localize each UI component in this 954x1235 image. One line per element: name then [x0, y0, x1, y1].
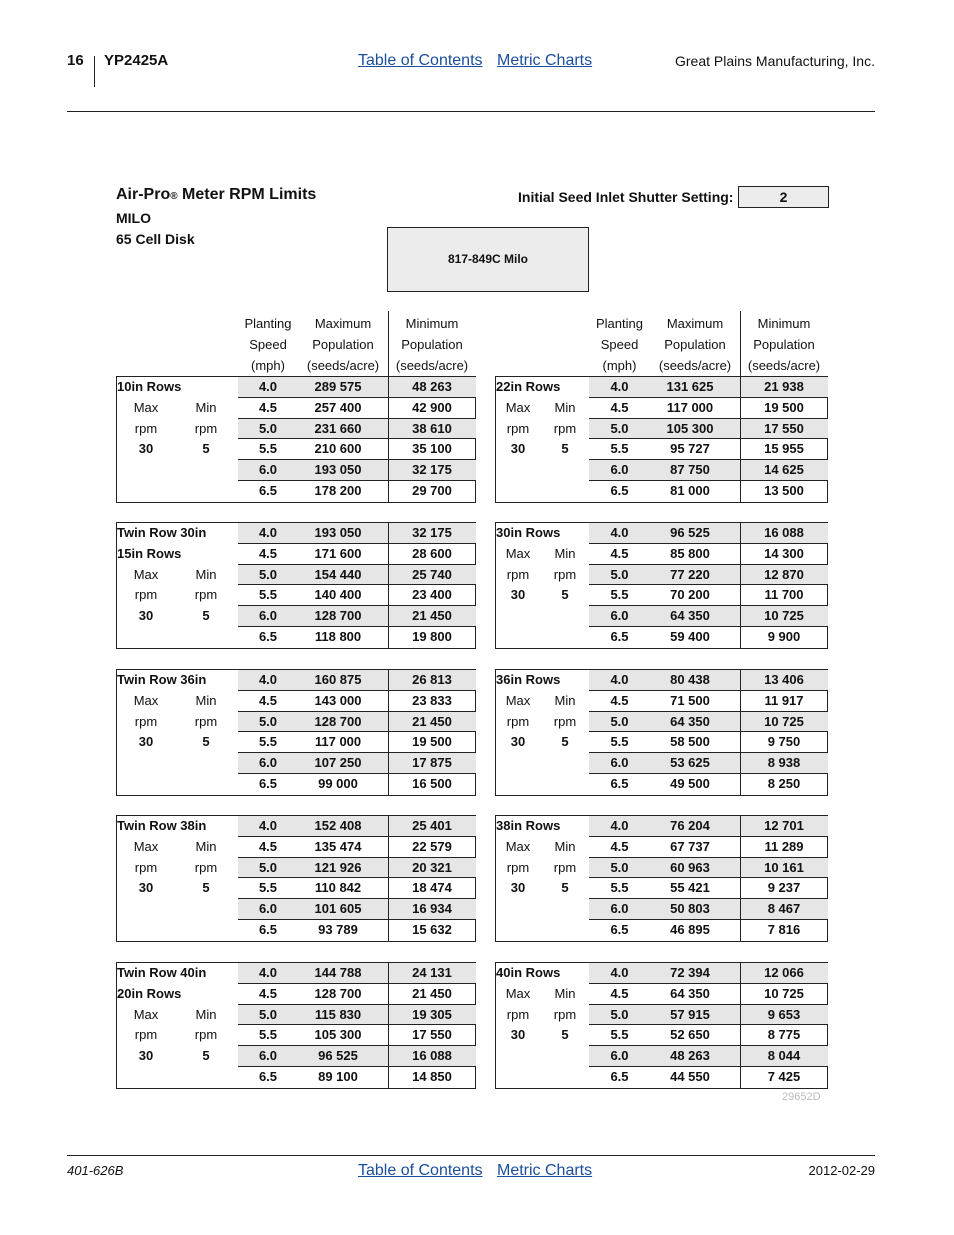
min-population-cell: 14 625 — [764, 462, 804, 478]
max-population-cell: 96 525 — [670, 525, 710, 540]
max-rpm-label: Max — [133, 838, 159, 854]
min-population-cell: 15 955 — [764, 441, 804, 457]
max-population-cell: 193 050 — [314, 525, 362, 540]
row-spacing-label: Twin Row 40in — [117, 965, 207, 980]
min-rpm-value: 5 — [561, 587, 569, 603]
company-name: Great Plains Manufacturing, Inc. — [675, 53, 875, 69]
min-rpm-value: 5 — [202, 880, 210, 896]
planting-speed-cell: 5.0 — [258, 566, 278, 582]
min-population-cell: 10 725 — [764, 713, 804, 729]
column-header-h2-line0: Maximum — [666, 316, 724, 331]
planting-speed-cell: 4.0 — [610, 965, 629, 980]
min-rpm-label: Min — [195, 692, 217, 708]
planting-speed-cell: 6.5 — [258, 1069, 278, 1084]
max-population-cell: 46 895 — [670, 922, 710, 937]
title-brand: Air-Pro — [116, 186, 171, 203]
min-rpm-value: 5 — [561, 441, 569, 457]
min-rpm-value: 5 — [561, 1027, 569, 1043]
column-header-h2-line1: Population — [664, 337, 726, 352]
min-population-cell: 17 550 — [412, 1027, 452, 1043]
max-population-cell: 105 300 — [314, 1027, 362, 1043]
min-population-cell: 9 237 — [767, 880, 801, 896]
planting-speed-cell: 5.5 — [258, 1027, 278, 1043]
min-population-cell: 48 263 — [412, 379, 452, 394]
min-population-cell: 32 175 — [412, 525, 452, 540]
max-population-cell: 160 875 — [314, 672, 362, 687]
min-population-cell: 7 425 — [767, 1069, 801, 1084]
min-rpm-label: rpm — [194, 587, 218, 603]
footer-rule — [67, 1155, 875, 1156]
planting-speed-cell: 4.0 — [258, 672, 278, 687]
max-rpm-label: rpm — [506, 566, 530, 582]
shutter-value: 2 — [738, 186, 829, 208]
column-header-h2-line0: Maximum — [314, 316, 372, 331]
min-population-cell: 12 701 — [764, 818, 804, 833]
max-rpm-value: 30 — [510, 880, 526, 896]
planting-speed-cell: 4.5 — [610, 838, 629, 854]
max-population-cell: 70 200 — [670, 587, 710, 603]
max-rpm-label: Max — [505, 985, 531, 1001]
min-population-cell: 13 406 — [764, 672, 804, 687]
max-rpm-label: rpm — [134, 1027, 158, 1043]
max-rpm-label: Max — [505, 399, 531, 415]
column-header-h1-line1: Speed — [600, 337, 639, 352]
disk-part-box: 817-849C Milo — [387, 227, 589, 292]
planting-speed-cell: 4.0 — [610, 379, 629, 394]
max-population-cell: 115 830 — [314, 1006, 362, 1022]
min-population-cell: 16 088 — [764, 525, 804, 540]
max-population-cell: 55 421 — [670, 880, 710, 896]
min-rpm-label: Min — [554, 985, 576, 1001]
min-rpm-label: rpm — [553, 420, 577, 436]
page-number: 16 — [67, 52, 84, 69]
header-rule — [67, 111, 875, 112]
metric-charts-link[interactable]: Metric Charts — [496, 52, 593, 69]
page-title — [116, 186, 316, 204]
column-header-h3-line2: (seeds/acre) — [395, 358, 469, 373]
max-population-cell: 178 200 — [314, 483, 362, 498]
min-rpm-label: rpm — [194, 713, 218, 729]
max-rpm-value: 30 — [510, 587, 526, 603]
max-population-cell: 64 350 — [670, 713, 710, 729]
planting-speed-cell: 6.5 — [610, 483, 629, 498]
max-population-cell: 140 400 — [314, 587, 362, 603]
figure-id: 29652D — [782, 1091, 821, 1103]
planting-speed-cell: 6.0 — [610, 755, 629, 771]
max-population-cell: 107 250 — [314, 755, 362, 771]
planting-speed-cell: 5.0 — [610, 1006, 629, 1022]
min-rpm-label: Min — [195, 566, 217, 582]
planting-speed-cell: 5.5 — [610, 441, 629, 457]
planting-speed-cell: 5.0 — [610, 420, 629, 436]
max-population-cell: 53 625 — [670, 755, 710, 771]
min-rpm-label: Min — [554, 399, 576, 415]
min-population-cell: 16 934 — [412, 901, 452, 917]
max-rpm-value: 30 — [138, 441, 154, 457]
max-population-cell: 87 750 — [670, 462, 710, 478]
max-population-cell: 101 605 — [314, 901, 362, 917]
max-population-cell: 64 350 — [670, 985, 710, 1001]
max-population-cell: 99 000 — [318, 776, 358, 791]
toc-link[interactable]: Table of Contents — [358, 52, 483, 69]
planting-speed-cell: 4.5 — [610, 399, 629, 415]
planting-speed-cell: 4.5 — [610, 692, 629, 708]
max-population-cell: 128 700 — [314, 985, 362, 1001]
planting-speed-cell: 5.5 — [258, 734, 278, 750]
max-rpm-label: rpm — [134, 420, 158, 436]
min-population-cell: 32 175 — [412, 462, 452, 478]
planting-speed-cell: 4.0 — [258, 965, 278, 980]
row-spacing-label: 22in Rows — [496, 379, 561, 394]
min-population-cell: 16 500 — [412, 776, 452, 791]
planting-speed-cell: 4.5 — [258, 545, 278, 561]
max-population-cell: 144 788 — [314, 965, 362, 980]
model-number: YP2425A — [104, 52, 169, 69]
max-rpm-label: Max — [133, 1006, 159, 1022]
max-population-cell: 81 000 — [670, 483, 710, 498]
max-population-cell: 171 600 — [314, 545, 362, 561]
max-rpm-value: 30 — [138, 880, 154, 896]
min-population-cell: 12 870 — [764, 566, 804, 582]
min-rpm-label: Min — [554, 838, 576, 854]
min-rpm-label: rpm — [194, 859, 218, 875]
max-population-cell: 257 400 — [314, 399, 362, 415]
header-divider-line — [740, 311, 741, 377]
planting-speed-cell: 6.0 — [610, 1048, 629, 1064]
planting-speed-cell: 6.0 — [610, 901, 629, 917]
min-population-cell: 25 401 — [412, 818, 452, 833]
row-spacing-label: 40in Rows — [496, 965, 561, 980]
min-population-cell: 17 550 — [764, 420, 804, 436]
planting-speed-cell: 5.0 — [610, 713, 629, 729]
footer-toc-link[interactable]: Table of Contents — [358, 1162, 483, 1179]
crop-name: MILO — [116, 210, 151, 226]
max-population-cell: 49 500 — [670, 776, 710, 791]
min-population-cell: 16 088 — [412, 1048, 452, 1064]
column-header-h2-line2: (seeds/acre) — [306, 358, 380, 373]
min-population-cell: 8 467 — [767, 901, 801, 917]
min-population-cell: 17 875 — [412, 755, 452, 771]
min-population-cell: 15 632 — [412, 922, 452, 937]
min-population-cell: 19 800 — [412, 629, 452, 644]
min-population-cell: 24 131 — [412, 965, 452, 980]
column-header-h1-line2: (mph) — [602, 358, 637, 373]
min-population-cell: 11 289 — [764, 838, 804, 854]
planting-speed-cell: 4.0 — [610, 818, 629, 833]
min-population-cell: 14 850 — [412, 1069, 452, 1084]
planting-speed-cell: 5.5 — [258, 880, 278, 896]
row-spacing-label: 20in Rows — [117, 985, 182, 1001]
row-spacing-label: 38in Rows — [496, 818, 561, 833]
min-rpm-value: 5 — [202, 1048, 210, 1064]
planting-speed-cell: 6.0 — [258, 901, 278, 917]
min-population-cell: 10 725 — [764, 608, 804, 624]
planting-speed-cell: 5.0 — [258, 1006, 278, 1022]
document-date: 2012-02-29 — [808, 1163, 875, 1178]
min-population-cell: 28 600 — [412, 545, 452, 561]
min-population-cell: 9 653 — [767, 1006, 801, 1022]
min-population-cell: 21 450 — [412, 713, 452, 729]
max-population-cell: 121 926 — [314, 859, 362, 875]
min-population-cell: 13 500 — [764, 483, 804, 498]
min-population-cell: 19 305 — [412, 1006, 452, 1022]
min-population-cell: 19 500 — [764, 399, 804, 415]
min-rpm-label: rpm — [194, 1027, 218, 1043]
disk-type: 65 Cell Disk — [116, 231, 195, 247]
planting-speed-cell: 5.5 — [258, 587, 278, 603]
planting-speed-cell: 6.0 — [258, 608, 278, 624]
planting-speed-cell: 5.0 — [610, 566, 629, 582]
min-population-cell: 19 500 — [412, 734, 452, 750]
max-population-cell: 152 408 — [314, 818, 362, 833]
planting-speed-cell: 4.5 — [258, 985, 278, 1001]
planting-speed-cell: 6.0 — [258, 1048, 278, 1064]
min-rpm-label: rpm — [553, 859, 577, 875]
max-population-cell: 105 300 — [666, 420, 714, 436]
max-rpm-value: 30 — [138, 1048, 154, 1064]
min-rpm-label: Min — [554, 545, 576, 561]
header-divider — [94, 56, 95, 87]
min-population-cell: 11 700 — [764, 587, 804, 603]
planting-speed-cell: 4.5 — [258, 399, 278, 415]
max-population-cell: 59 400 — [670, 629, 710, 644]
planting-speed-cell: 5.0 — [258, 859, 278, 875]
planting-speed-cell: 6.5 — [258, 922, 278, 937]
max-rpm-label: rpm — [506, 859, 530, 875]
planting-speed-cell: 6.5 — [258, 629, 278, 644]
document-number: 401-626B — [67, 1163, 124, 1178]
planting-speed-cell: 6.0 — [258, 755, 278, 771]
min-rpm-value: 5 — [561, 880, 569, 896]
max-population-cell: 128 700 — [314, 608, 362, 624]
min-population-cell: 21 938 — [764, 379, 804, 394]
max-population-cell: 64 350 — [670, 608, 710, 624]
planting-speed-cell: 5.5 — [610, 880, 629, 896]
planting-speed-cell: 4.5 — [258, 692, 278, 708]
max-population-cell: 118 800 — [314, 629, 362, 644]
planting-speed-cell: 6.0 — [258, 462, 278, 478]
min-population-cell: 23 833 — [412, 692, 452, 708]
min-population-cell: 22 579 — [412, 838, 452, 854]
max-population-cell: 72 394 — [670, 965, 710, 980]
min-rpm-label: rpm — [553, 713, 577, 729]
column-header-h2-line1: Population — [312, 337, 374, 352]
row-spacing-label: 36in Rows — [496, 672, 561, 687]
min-rpm-value: 5 — [202, 734, 210, 750]
column-header-h1-line0: Planting — [244, 316, 292, 331]
column-header-h1-line2: (mph) — [251, 358, 285, 373]
max-rpm-label: Max — [505, 838, 531, 854]
row-spacing-label: 10in Rows — [117, 379, 182, 394]
max-population-cell: 89 100 — [318, 1069, 358, 1084]
max-population-cell: 48 263 — [670, 1048, 710, 1064]
max-population-cell: 131 625 — [666, 379, 714, 394]
min-population-cell: 21 450 — [412, 608, 452, 624]
min-rpm-label: Min — [195, 399, 217, 415]
min-population-cell: 26 813 — [412, 672, 452, 687]
row-spacing-label: Twin Row 36in — [117, 672, 207, 687]
footer-metric-charts-link[interactable]: Metric Charts — [496, 1162, 593, 1179]
min-population-cell: 8 775 — [767, 1027, 801, 1043]
column-header-h2-line2: (seeds/acre) — [658, 358, 732, 373]
min-population-cell: 8 250 — [767, 776, 801, 791]
max-population-cell: 76 204 — [670, 818, 710, 833]
max-population-cell: 60 963 — [670, 859, 710, 875]
footer-nav — [358, 1162, 602, 1180]
max-rpm-label: Max — [133, 399, 159, 415]
planting-speed-cell: 6.0 — [610, 608, 629, 624]
max-population-cell: 67 737 — [670, 838, 710, 854]
max-population-cell: 58 500 — [670, 734, 710, 750]
max-population-cell: 231 660 — [314, 420, 362, 436]
max-population-cell: 77 220 — [670, 566, 710, 582]
max-rpm-label: Max — [133, 566, 159, 582]
min-population-cell: 21 450 — [412, 985, 452, 1001]
max-population-cell: 210 600 — [314, 441, 362, 457]
min-population-cell: 18 474 — [412, 880, 452, 896]
planting-speed-cell: 5.5 — [610, 734, 629, 750]
planting-speed-cell: 5.5 — [258, 441, 278, 457]
max-population-cell: 95 727 — [670, 441, 710, 457]
min-population-cell: 20 321 — [412, 859, 452, 875]
planting-speed-cell: 4.0 — [258, 818, 278, 833]
min-population-cell: 12 066 — [764, 965, 804, 980]
max-population-cell: 110 842 — [314, 880, 362, 896]
max-rpm-label: rpm — [134, 859, 158, 875]
planting-speed-cell: 6.5 — [610, 922, 629, 937]
min-population-cell: 23 400 — [412, 587, 452, 603]
max-population-cell: 289 575 — [314, 379, 362, 394]
min-population-cell: 29 700 — [412, 483, 452, 498]
min-rpm-value: 5 — [561, 734, 569, 750]
column-header-h1-line0: Planting — [596, 316, 643, 331]
min-population-cell: 35 100 — [412, 441, 452, 457]
planting-speed-cell: 4.0 — [610, 525, 629, 540]
planting-speed-cell: 6.5 — [258, 776, 278, 791]
max-rpm-value: 30 — [510, 1027, 526, 1043]
planting-speed-cell: 5.5 — [610, 587, 629, 603]
min-rpm-label: Min — [195, 1006, 217, 1022]
max-rpm-label: rpm — [506, 420, 530, 436]
row-spacing-label: Twin Row 30in — [117, 525, 207, 540]
row-spacing-label: 15in Rows — [117, 545, 182, 561]
max-rpm-label: rpm — [506, 1006, 530, 1022]
min-population-cell: 42 900 — [412, 399, 452, 415]
max-rpm-label: Max — [505, 545, 531, 561]
column-header-h3-line2: (seeds/acre) — [747, 358, 821, 373]
max-population-cell: 44 550 — [670, 1069, 710, 1084]
min-population-cell: 38 610 — [412, 420, 452, 436]
planting-speed-cell: 4.5 — [610, 985, 629, 1001]
min-population-cell: 8 044 — [767, 1048, 801, 1064]
max-rpm-value: 30 — [138, 734, 154, 750]
planting-speed-cell: 4.5 — [258, 838, 278, 854]
max-population-cell: 135 474 — [314, 838, 362, 854]
column-header-h3-line1: Population — [401, 337, 463, 352]
min-rpm-label: rpm — [553, 1006, 577, 1022]
max-rpm-label: rpm — [134, 587, 158, 603]
planting-speed-cell: 4.0 — [610, 672, 629, 687]
max-population-cell: 117 000 — [314, 734, 362, 750]
row-spacing-label: 30in Rows — [496, 525, 561, 540]
max-rpm-value: 30 — [138, 608, 154, 624]
min-population-cell: 10 725 — [764, 985, 804, 1001]
registered-mark: ® — [170, 191, 178, 202]
min-rpm-label: rpm — [194, 420, 218, 436]
max-population-cell: 57 915 — [670, 1006, 710, 1022]
min-rpm-label: Min — [554, 692, 576, 708]
min-rpm-value: 5 — [202, 608, 210, 624]
column-header-h3-line1: Population — [753, 337, 815, 352]
planting-speed-cell: 6.5 — [258, 483, 278, 498]
max-population-cell: 50 803 — [670, 901, 710, 917]
column-header-h1-line1: Speed — [249, 337, 287, 352]
planting-speed-cell: 5.0 — [258, 420, 278, 436]
max-population-cell: 96 525 — [318, 1048, 358, 1064]
row-spacing-label: Twin Row 38in — [117, 818, 207, 833]
max-rpm-label: Max — [505, 692, 531, 708]
max-rpm-label: rpm — [506, 713, 530, 729]
title-text: Meter RPM Limits — [177, 186, 317, 203]
min-population-cell: 8 938 — [767, 755, 801, 771]
max-population-cell: 71 500 — [670, 692, 710, 708]
planting-speed-cell: 6.5 — [610, 1069, 629, 1084]
max-rpm-value: 30 — [510, 441, 526, 457]
column-header-h3-line0: Minimum — [405, 316, 459, 331]
planting-speed-cell: 6.0 — [610, 462, 629, 478]
shutter-label: Initial Seed Inlet Shutter Setting: — [518, 189, 734, 205]
min-population-cell: 25 740 — [412, 566, 452, 582]
planting-speed-cell: 5.5 — [610, 1027, 629, 1043]
max-population-cell: 52 650 — [670, 1027, 710, 1043]
header-divider-line — [388, 311, 389, 377]
min-rpm-label: rpm — [553, 566, 577, 582]
min-population-cell: 7 816 — [767, 922, 801, 937]
planting-speed-cell: 6.5 — [610, 629, 629, 644]
max-rpm-value: 30 — [510, 734, 526, 750]
max-population-cell: 117 000 — [666, 399, 714, 415]
min-population-cell: 11 917 — [764, 692, 804, 708]
max-population-cell: 154 440 — [314, 566, 362, 582]
min-rpm-value: 5 — [202, 441, 210, 457]
min-population-cell: 10 161 — [764, 859, 804, 875]
max-population-cell: 128 700 — [314, 713, 362, 729]
max-rpm-label: rpm — [134, 713, 158, 729]
header-nav — [358, 52, 602, 70]
max-population-cell: 93 789 — [318, 922, 358, 937]
planting-speed-cell: 6.5 — [610, 776, 629, 791]
planting-speed-cell: 4.0 — [258, 525, 278, 540]
min-population-cell: 9 900 — [767, 629, 801, 644]
planting-speed-cell: 4.5 — [610, 545, 629, 561]
max-population-cell: 143 000 — [314, 692, 362, 708]
min-population-cell: 9 750 — [767, 734, 801, 750]
planting-speed-cell: 5.0 — [610, 859, 629, 875]
max-population-cell: 85 800 — [670, 545, 710, 561]
planting-speed-cell: 5.0 — [258, 713, 278, 729]
column-header-h3-line0: Minimum — [757, 316, 811, 331]
min-rpm-label: Min — [195, 838, 217, 854]
max-population-cell: 80 438 — [670, 672, 710, 687]
planting-speed-cell: 4.0 — [258, 379, 278, 394]
min-population-cell: 14 300 — [764, 545, 804, 561]
max-population-cell: 193 050 — [314, 462, 362, 478]
max-rpm-label: Max — [133, 692, 159, 708]
